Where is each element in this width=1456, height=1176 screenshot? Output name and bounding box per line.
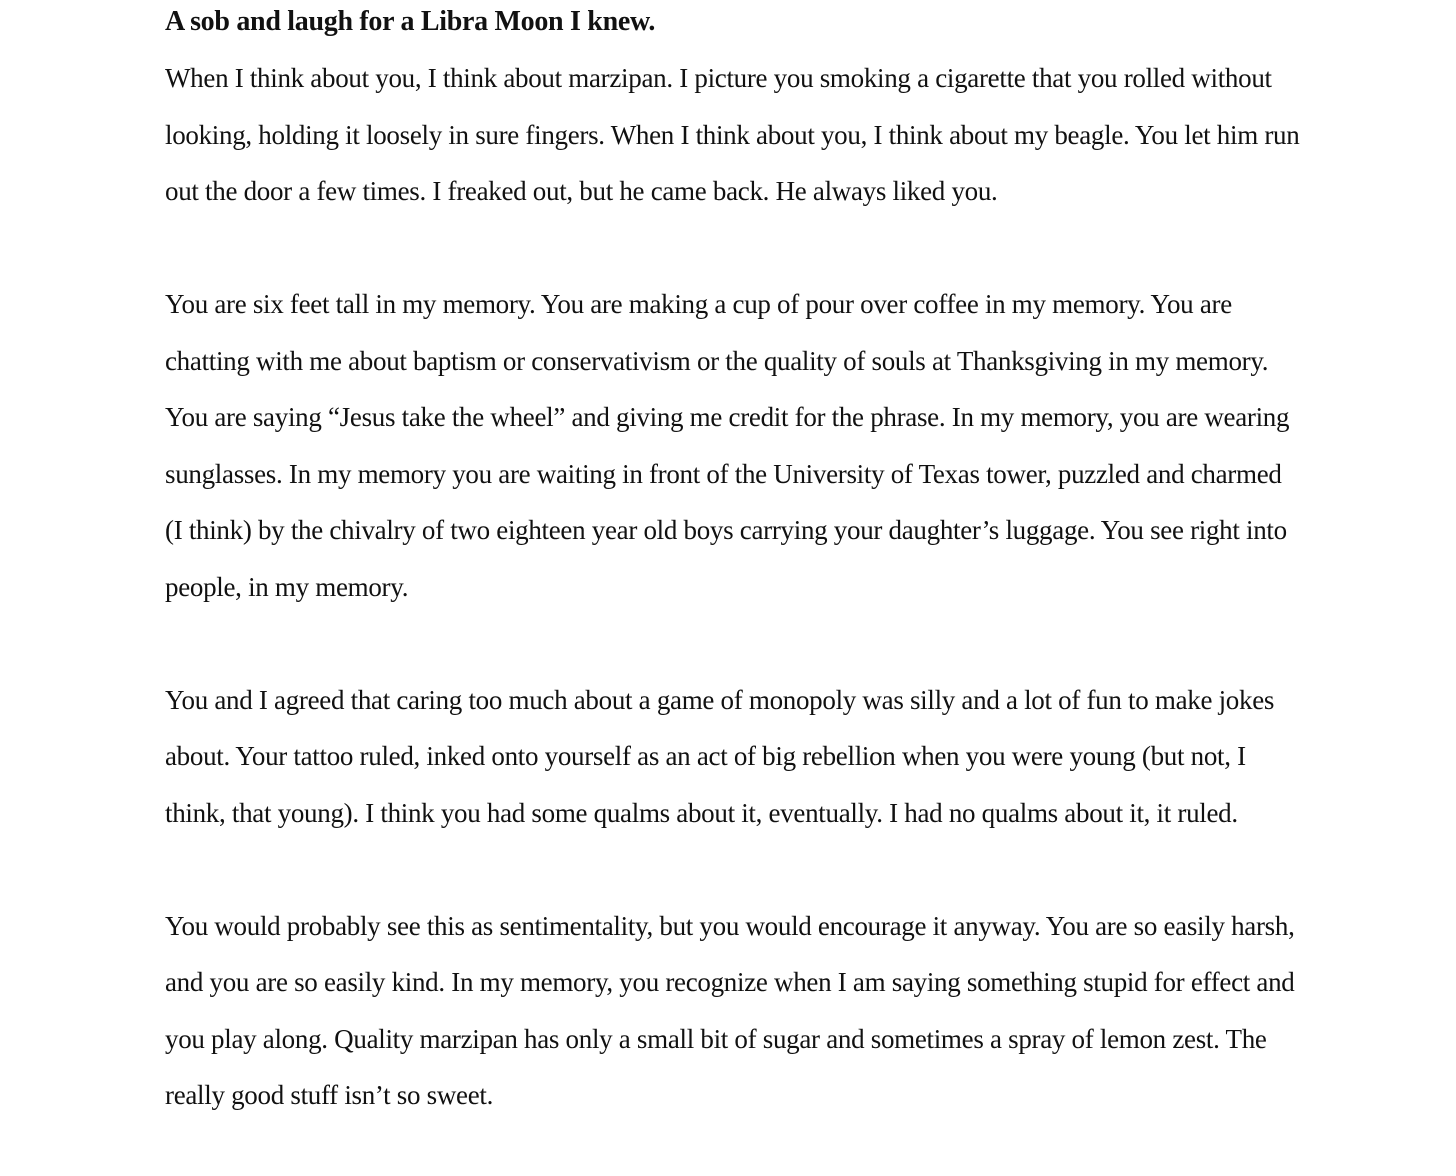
paragraph-2: You are six feet tall in my memory. You are making a cup of pour over coffee in my memory. You are chatting with me about baptism or conservativism or the quality of souls at Thanksgiving in my memory. You are saying “Jesus take the wheel” and giving me credit for the phrase. In my memory, you are wearing sunglasses. In my memory you are waiting in front of the University of Texas tower, puzzled and charmed (I think) by the chivalry of two eighteen year old boys carrying your daughter’s luggage. You see right into people, in my memory.	[165, 289, 1290, 602]
paragraph-4: You would probably see this as sentimentality, but you would encourage it anyway. You are so easily harsh, and you are so easily kind. In my memory, you recognize when I am saying something stupid for effect and you play along. Quality marzipan has only a small bit of sugar and sometimes a spray of lemon zest. The really good stuff isn’t so sweet.	[165, 910, 1295, 1110]
paragraph-1: When I think about you, I think about marzipan. I picture you smoking a cigarette that you rolled without looking, holding it loosely in sure fingers. When I think about you, I think about my beagle. You let him run out the door a few times. I freaked out, but he came back. He always liked you.	[165, 63, 1300, 206]
document-body	[165, 0, 1305, 1124]
paragraph-3: You and I agreed that caring too much about a game of monopoly was silly and a lot of fun to make jokes about. Your tattoo ruled, inked onto yourself as an act of big rebellion when you were young (but not, I think, that young). I think you had some qualms about it, eventually. I had no qualms about it, it ruled.	[165, 684, 1275, 828]
document-title: A sob and laugh for a Libra Moon I knew.	[165, 6, 656, 37]
